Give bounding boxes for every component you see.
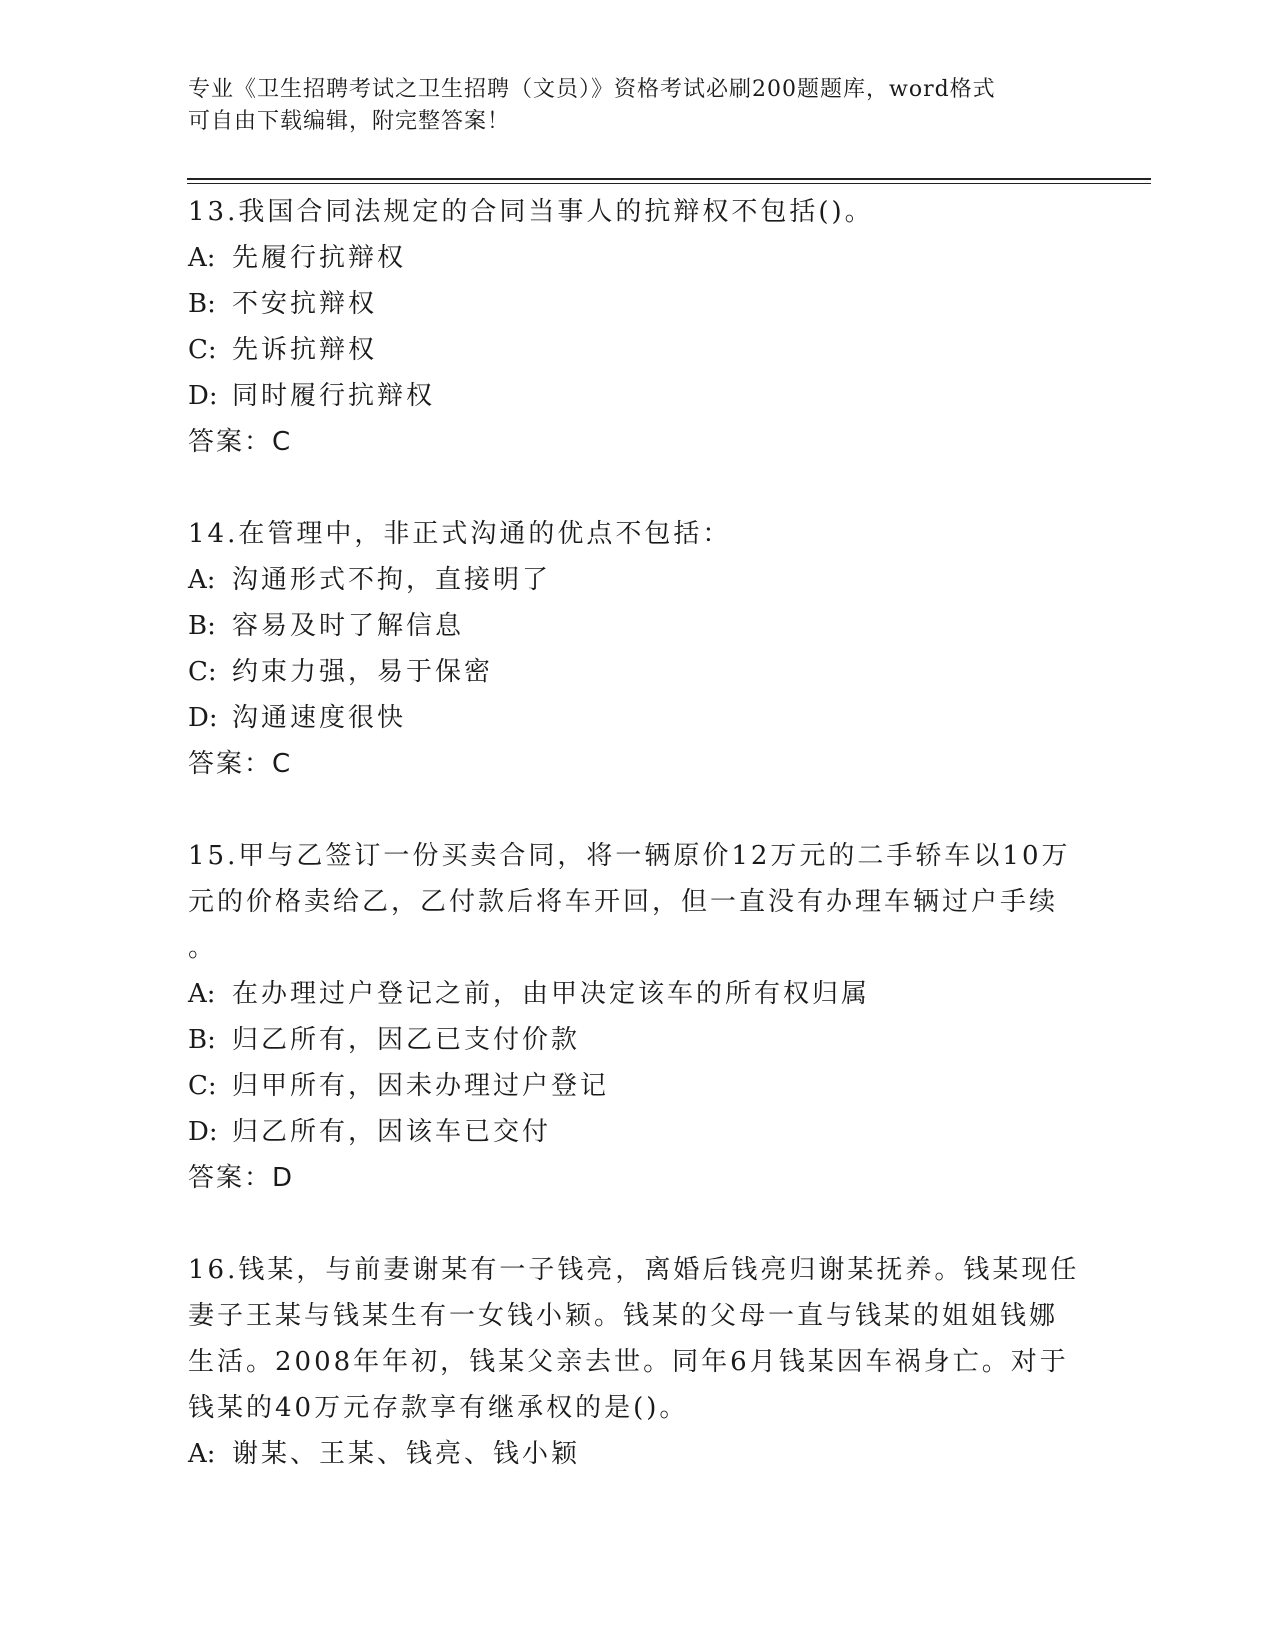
answer-option <box>188 1063 1088 1109</box>
option-text: 归乙所有，因乙已支付价款 <box>232 1025 581 1055</box>
option-text: 沟通形式不拘，直接明了 <box>232 565 552 595</box>
document-header <box>188 74 1068 138</box>
option-text: 归乙所有，因该车已交付 <box>232 1117 552 1147</box>
answer-option <box>188 235 1088 281</box>
answer-option <box>188 1431 1088 1477</box>
question-spacer <box>188 1201 1088 1247</box>
option-text: 约束力强，易于保密 <box>232 657 494 687</box>
header-divider-thick <box>187 178 1151 180</box>
answer-key: 答案：C <box>188 427 293 457</box>
option-text: 先履行抗辩权 <box>232 243 407 273</box>
option-letter: D: <box>188 703 218 733</box>
option-letter: B: <box>188 611 216 641</box>
option-text: 谢某、王某、钱亮、钱小颖 <box>232 1439 581 1469</box>
option-letter: C: <box>188 335 217 365</box>
question-block <box>188 189 1088 465</box>
header-divider-thin <box>187 183 1151 184</box>
header-line-1: 专业《卫生招聘考试之卫生招聘（文员）》资格考试必刷200题题库，word格式 <box>188 77 996 102</box>
answer-key: 答案：C <box>188 749 293 779</box>
question-stem-line: 14.在管理中，非正式沟通的优点不包括： <box>188 519 732 549</box>
option-letter: D: <box>188 381 218 411</box>
question-stem-line: 16.钱某，与前妻谢某有一子钱亮，离婚后钱亮归谢某抚养。钱某现任 <box>188 1255 1080 1285</box>
question-spacer <box>188 465 1088 511</box>
question-list <box>188 189 1088 1477</box>
option-text: 归甲所有，因未办理过户登记 <box>232 1071 610 1101</box>
option-text: 在办理过户登记之前，由甲决定该车的所有权归属 <box>232 979 871 1009</box>
question-block <box>188 1247 1088 1477</box>
answer-option <box>188 281 1088 327</box>
question-stem-line: 妻子王某与钱某生有一女钱小颖。钱某的父母一直与钱某的姐姐钱娜 <box>188 1301 1059 1331</box>
answer-option <box>188 1017 1088 1063</box>
option-text: 沟通速度很快 <box>232 703 407 733</box>
option-letter: A: <box>188 243 216 273</box>
question-stem-line: 元的价格卖给乙，乙付款后将车开回，但一直没有办理车辆过户手续 <box>188 887 1059 917</box>
option-text: 先诉抗辩权 <box>232 335 378 365</box>
option-letter: C: <box>188 657 217 687</box>
answer-option <box>188 649 1088 695</box>
option-letter: A: <box>188 1439 216 1469</box>
answer-option <box>188 327 1088 373</box>
option-text: 容易及时了解信息 <box>232 611 465 641</box>
answer-option <box>188 971 1088 1017</box>
question-stem-line: 。 <box>188 933 218 963</box>
option-text: 同时履行抗辩权 <box>232 381 436 411</box>
option-letter: D: <box>188 1117 218 1147</box>
question-spacer <box>188 787 1088 833</box>
question-block <box>188 833 1088 1201</box>
question-stem-line: 生活。2008年年初，钱某父亲去世。同年6月钱某因车祸身亡。对于 <box>188 1347 1069 1377</box>
question-stem-line: 15.甲与乙签订一份买卖合同，将一辆原价12万元的二手轿车以10万 <box>188 841 1071 871</box>
option-letter: B: <box>188 1025 216 1055</box>
answer-option <box>188 603 1088 649</box>
answer-key: 答案：D <box>188 1163 295 1193</box>
option-letter: B: <box>188 289 216 319</box>
question-stem-line: 钱某的40万元存款享有继承权的是()。 <box>188 1393 689 1423</box>
option-letter: C: <box>188 1071 217 1101</box>
answer-option <box>188 1109 1088 1155</box>
answer-option <box>188 557 1088 603</box>
option-letter: A: <box>188 979 216 1009</box>
answer-option <box>188 373 1088 419</box>
header-line-2: 可自由下载编辑，附完整答案！ <box>188 109 511 134</box>
question-block <box>188 511 1088 787</box>
question-stem-line: 13.我国合同法规定的合同当事人的抗辩权不包括()。 <box>188 197 874 227</box>
option-text: 不安抗辩权 <box>232 289 378 319</box>
answer-option <box>188 695 1088 741</box>
option-letter: A: <box>188 565 216 595</box>
